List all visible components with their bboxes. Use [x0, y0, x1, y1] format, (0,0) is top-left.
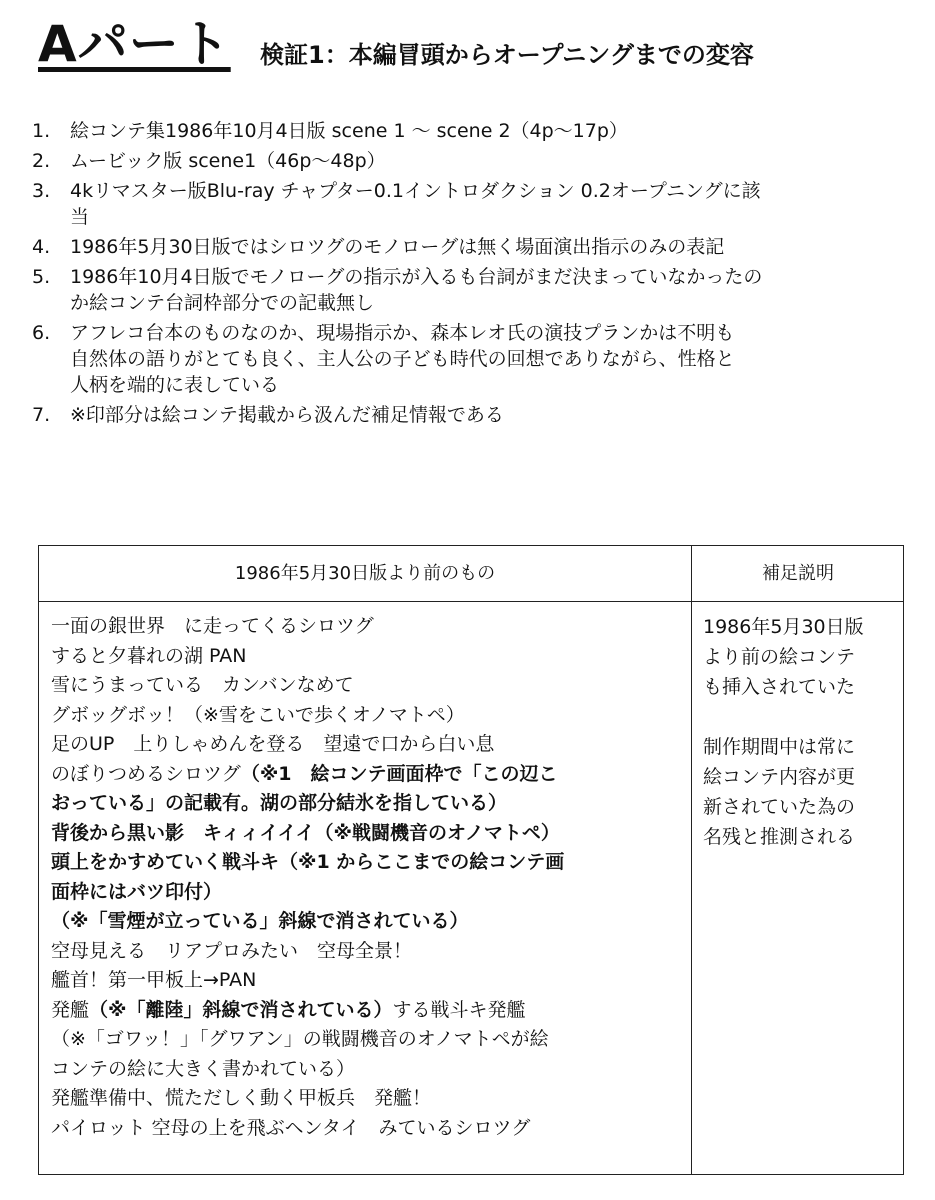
list-text: か絵コンテ台詞枠部分での記載無し [70, 292, 375, 314]
list-text: 1986年10月4日版でモノローグの指示が入るも台詞がまだ決まっていなかったの [70, 266, 763, 288]
text-line: 制作期間中は常に [703, 736, 856, 758]
text-line: 面枠にはバツ印付） [51, 880, 223, 903]
column-header-pre-may30: 1986年5月30日版より前のもの [234, 563, 496, 584]
text-line: おっている」の記載有。湖の部分結氷を指している） [51, 792, 508, 814]
list-text: ※印部分は絵コンテ掲載から汲んだ補足情報である [70, 404, 504, 426]
text-line: 頭上をかすめていく戦斗キ（※1 からここまでの絵コンテ画 [51, 851, 565, 873]
storyboard-text-cell [51, 612, 683, 1143]
text-line: も挿入されていた [703, 676, 856, 698]
verification-title: 検証1：本編冒頭からオープニングまでの変容 [260, 41, 754, 69]
list-text: 当 [70, 206, 90, 228]
list-text: 絵コンテ集1986年10月4日版 scene 1 ～ scene 2（4p～17p） [70, 120, 628, 142]
list-text: 人柄を端的に表している [70, 374, 280, 396]
text-line: 新されていた為の [703, 796, 856, 818]
text-line: 名残と推測される [703, 826, 856, 848]
list-number: 2. [32, 150, 51, 172]
column-divider [691, 546, 692, 1174]
text-line: 発艦（※「離陸」斜線で消されている）する戦斗キ発艦 [51, 998, 526, 1021]
bold-annotation: （※1 絵コンテ画面枠で「この辺こ [240, 762, 558, 785]
text-line: グボッグボッ！（※雪をこいで歩くオノマトペ） [51, 703, 465, 726]
text-line: パイロット 空母の上を飛ぶヘンタイ みているシロツグ [51, 1116, 531, 1139]
header [38, 12, 918, 82]
supplement-text-cell [703, 612, 897, 852]
list-item [32, 264, 892, 316]
text-line: 雪にうまっている カンバンなめて [51, 674, 354, 696]
list-item [32, 178, 892, 230]
list-number: 7. [32, 404, 51, 426]
column-header-notes: 補足説明 [762, 563, 834, 584]
list-text: アフレコ台本のものなのか、現場指示か、森本レオ氏の演技プランかは不明も [70, 322, 735, 344]
text-line: 絵コンテ内容が更 [703, 766, 856, 788]
text-line: 1986年5月30日版 [703, 616, 864, 638]
list-text: 1986年5月30日版ではシロツグのモノローグは無く場面演出指示のみの表記 [70, 236, 725, 258]
list-item [32, 402, 892, 428]
bold-annotation: （※「離陸」斜線で消されている） [89, 998, 393, 1021]
list-item [32, 320, 892, 398]
part-title: Aパート [38, 15, 231, 73]
text-line: 一面の銀世界 に走ってくるシロツグ [51, 615, 374, 637]
list-item [32, 234, 892, 260]
text-line: （※「ゴワッ！」「グワアン」の戦闘機音のオノマトペが絵 [51, 1028, 549, 1050]
text-line: より前の絵コンテ [703, 646, 856, 668]
list-number: 1. [32, 120, 51, 142]
list-text: 4kリマスター版Blu-ray チャプター0.1イントロダクション 0.2オープニングに該 [70, 180, 761, 202]
table-header-row [39, 546, 903, 602]
list-text: ムービック版 scene1（46p～48p） [70, 150, 386, 172]
comparison-table [38, 545, 904, 1175]
text-line: 空母見える リアプロみたい 空母全景！ [51, 939, 413, 962]
text-line: のぼりつめるシロツグ（※1 絵コンテ画面枠で「この辺こ [51, 762, 558, 785]
text-line: 背後から黒い影 キィィイイイ（※戦闘機音のオノマトペ） [51, 821, 560, 844]
text-line: すると夕暮れの湖 PAN [51, 644, 247, 667]
list-item [32, 118, 892, 144]
text-line: （※「雪煙が立っている」斜線で消されている） [51, 910, 469, 932]
text-line: 艦首！第一甲板上→PAN [51, 969, 257, 991]
text-line: 発艦準備中、慌ただしく動く甲板兵 発艦！ [51, 1087, 432, 1109]
spacer [703, 702, 897, 732]
text-line: 足のUP 上りしゃめんを登る 望遠で口から白い息 [51, 733, 495, 755]
list-item [32, 148, 892, 174]
list-number: 6. [32, 322, 51, 344]
text-line: コンテの絵に大きく書かれている） [51, 1057, 356, 1080]
list-number: 4. [32, 236, 51, 258]
list-text: 自然体の語りがとても良く、主人公の子ども時代の回想でありながら、性格と [70, 348, 735, 370]
list-number: 3. [32, 180, 51, 202]
list-number: 5. [32, 266, 51, 288]
notes-list [32, 118, 892, 432]
